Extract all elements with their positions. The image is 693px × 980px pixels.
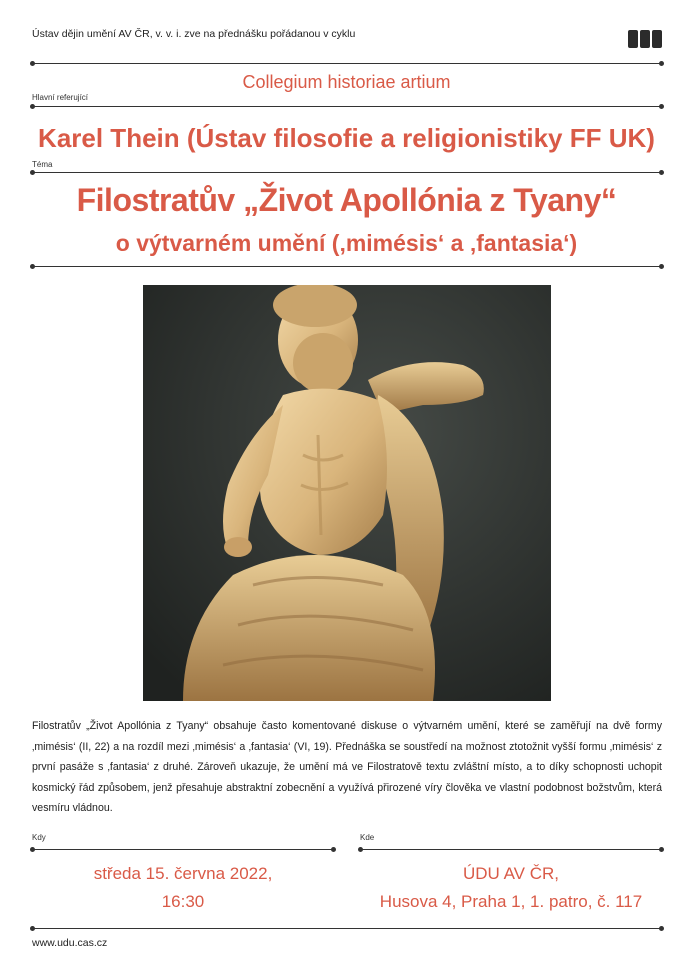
divider: [360, 849, 662, 850]
header-invitation: Ústav dějin umění AV ČR, v. v. i. zve na přednášku pořádanou v cyklu: [32, 28, 356, 40]
divider: [32, 849, 334, 850]
divider: [32, 172, 662, 173]
institute-logo: [628, 30, 662, 48]
event-time: 16:30: [161, 892, 205, 911]
divider: [32, 63, 662, 64]
lecture-title: Filostratův „Život Apollónia z Tyany“: [76, 182, 617, 218]
topic-label: Téma: [32, 160, 53, 169]
abstract-text: Filostratův „Život Apollónia z Tyany“ obsahuje často komentované diskuse o výtvarném umění, které se zaměřují na dvě formy ‚mimésis‘ (II, 22) a na rozdíl mezi ‚mimésis‘ a ‚fantasia‘ (VI, 19). Přednáška se soustředí na možnost ztotožnit vyšší formu ‚mimésis‘ z první pasáže s ‚fantasia‘ z druhé. Zároveň ukazuje, že umění má ve Filostratově textu zvláštní místo, a to díky schopnosti uchopit kosmický řád způsobem, jenž přesahuje abstraktní zobecnění a využívá přirozené víry člověka ve vlastní podobnost božstvům, která vesmíru vládnou.: [32, 720, 662, 814]
event-date: středa 15. června 2022,: [93, 864, 273, 883]
speaker-name: Karel Thein (Ústav filosofie a religionistiky FF UK): [38, 123, 655, 153]
statue-photo: [143, 285, 551, 701]
website-link[interactable]: www.udu.cas.cz: [32, 937, 108, 949]
divider: [32, 106, 662, 107]
event-address: Husova 4, Praha 1, 1. patro, č. 117: [379, 892, 643, 911]
where-label: Kde: [360, 833, 375, 842]
event-place: ÚDU AV ČR,: [462, 864, 560, 883]
when-label: Kdy: [32, 833, 46, 842]
speaker-label: Hlavní referující: [32, 93, 89, 102]
series-title: Collegium historiae artium: [242, 72, 451, 92]
divider: [32, 928, 662, 929]
lecture-subtitle: o výtvarném umění (‚mimésis‘ a ‚fantasia‘): [115, 230, 578, 256]
logo-icon: [628, 30, 662, 48]
divider: [32, 266, 662, 267]
